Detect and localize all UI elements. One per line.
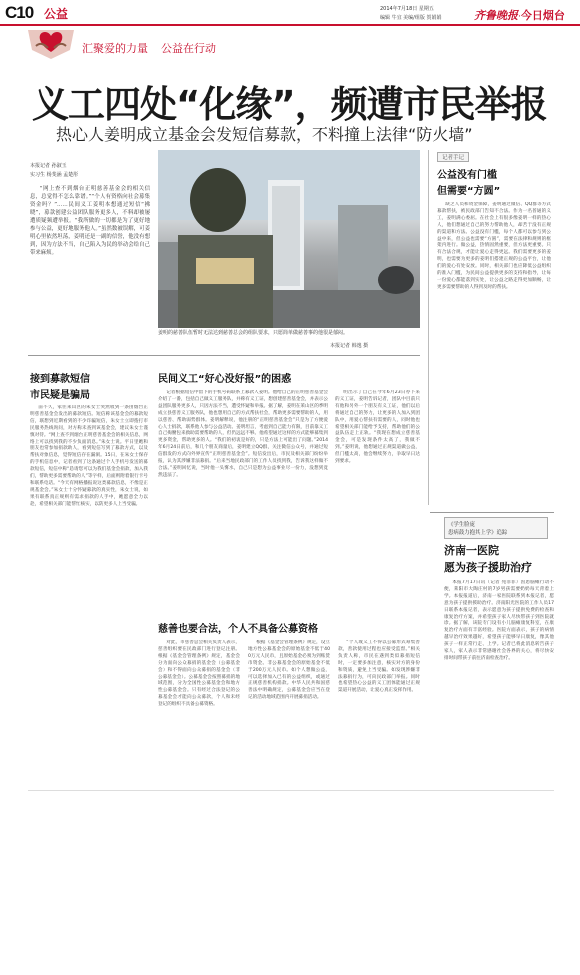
byline-reporter: 本报记者 孙淑玉 — [30, 163, 67, 169]
paper-logo — [474, 4, 565, 23]
section3-text-3: “个人或义工不得以公募形式筹集善款，善款使用过程也应接受监督。”相关负责人称，市民在遇到类似募捐短信时，一定要多加注意，核实对方的身份和资质，避免上当受骗。如发现涉嫌非法募捐行为，可向民政部门举报。同时也希望热心公益的义工团体能通过正规渠道开展活动，让爱心真正发挥作用。 — [338, 640, 420, 694]
subheadline: 热心人姜明成立基金会发短信募款，不料撞上法律“防火墙” — [56, 125, 473, 144]
editors-line: 编辑 牛宜 美编/组版 贺娟娟 — [380, 15, 442, 21]
section2-text-1: 记者根据短信中留下的手机号码联系上募款人姜明。他给自己的正明慈善基金会介绍了一番，包括自己做义工服务队，并称有义工证，想创建慈善基金会，并表示公益团队服务更多人，只因方法不当，遭受怀疑和举报。据了解，姜明在莱山区的季明成立县慈善义工服务队，他也想用自己的方式帮扶社会，帮助更多需要帮助的人，用以慈善、帮助弱势群体。姜明解释说，他注册的“正明慈善基金会”只是为了方便爱心人士捐款，联系他人参与公益活动。姜明坦言，考虑到自己能力有限，目前靠义工自己掏腰包来救助需要帮助的人，但仍远远不够。他希望通过这样的方式能够募集到更多资金，帮助更多的人。“我们的初衷是好的，只是方法上可能出了问题。”2014年6月24日前后，和几个朋友商量后，姜明建立QQ群，关注微信公众号，并通过短信群发的方式向外界宣传“正明慈善基金会”。短信发出后，市民及相关部门纷纷举报，认为其涉嫌非法募捐。“后来当地民政部门的工作人员找到我，告诉我这样做不合法。”姜明回忆说，当时他一头雾水，自己只是想为公益事业尽一份力，没想到竟然违法了。 — [158, 390, 328, 478]
masthead — [0, 0, 580, 70]
photo-caption: 姜明的慈善队伍暂时无法达到慈善总会的组队要求，只愿简单做慈善事的他很是郁闷。 — [158, 330, 349, 336]
photo-credit: 本报记者 韩逸 摄 — [330, 343, 369, 349]
headline: 义工四处“化缘”，频遭市民举报 — [32, 83, 547, 126]
promo-kicker-line-1: 《学生脸庞 — [448, 522, 475, 528]
divider — [28, 355, 420, 356]
section1-heading-2: 市民疑是骗局 — [30, 390, 90, 401]
sidebar-box — [428, 150, 554, 505]
byline-interns: 实习生 杨斐涵 孟楚彤 — [30, 172, 79, 178]
date-line: 2014年7月18日 星期五 — [380, 6, 434, 12]
slogan-right: 公益在行动 — [161, 42, 216, 55]
section3-text-1: 对此，市慈善总会相关负责人表示，慈善组织要在民政部门进行登记注册。根据《基金会管理条例》规定，基金会分为面向公众募捐的基金会（公募基金会）和不得面向公众募捐的基金会（非公募基金会）。公募基金会按照募捐的地域范围，分为全国性公募基金会和地方性公募基金会。只有经过合法登记的公募基金会才能向公众募款，个人和未经登记的组织不具备公募资格。 — [158, 640, 240, 708]
section1-text: 前不久，家住莱山区的朱女士突然收到一条由烟台正明慈善基金会发出的募款短信。短信称该基金会的募款短信，联想到近期看到的不少诈骗短信，朱女士立即拨打市民服务热线询问，对方称未查到该基金会，建议朱女士谨慎对待。“网上查不到烟台正明慈善基金会的相关信息，网络上可以找到我的不少负面消息。”朱女士说。平日里她和朋友也常参加捐款助人，看到短信写到了募款方式，以及帮扶对象信息，觉得短信存在漏洞。15日，在朱女士保存的手机信息中，记者看到了这条通过个人手机号发送的募款短信，短信中称“恳请您可以为我们基金会捐款，加入我们，帮助更多需要帮助的人”等字样，后面则附着银行卡号和联系电话。“今天有网格播报说这类募款信息，不像是正规基金会。”朱女士十分怀疑募款的真实性，朱女士说，如果有联系真正规则有需求捐款的人手中，她愿意全力以赴，希望相关部门能帮忙核实，以防更多人上当受骗。 — [30, 405, 148, 507]
masthead-rule — [0, 24, 580, 26]
sidebar-text: 缺乏人员和资金保障，姜明通过微信、QQ群等方式募款帮扶，被民政部门告知不合法。作为一名普通的义工，姜明满心委屈。在社会上有很多像姜明一样的热心人，他们想通过自己的努力帮助他人，却苦于没有正规的渠道和方法。公益没有门槛，每个人都可以参与到公益中来，但公益也需要“方圆”，需要在法律和规则的框架内进行。做公益，热情固然重要，但方法更重要。只有合法合规，才能让爱心走得更远。我们需要更多的姜明，也需要为更多的姜明们搭建正规的公益平台，让他们的爱心有处安放。同时，相关部门也应降低公益组织的准入门槛，为民间公益提供更多的支持和指导，让每一份爱心都能落到实处，让公益之路走得更加顺畅，让更多需要帮助的人得到及时的帮扶。 — [437, 202, 551, 290]
divider-right — [430, 512, 554, 513]
sidebar-heading-1: 公益没有门槛 — [437, 170, 497, 181]
promo-subheading: 愿为孩子援助治疗 — [444, 561, 532, 574]
sidebar-label: 记者手记 — [437, 152, 469, 162]
heart-hands-icon — [26, 26, 76, 60]
section3-text-2: 根据《基金会管理条例》规定，设立地方性公募基金会的原始基金不低于400万元人民币，且原始基金必须为到账货币资金。非公募基金会的原始基金不低于200万元人民币。如个人想做公益，可以选择加入已有的公益组织，或通过正规慈善机构捐款。中华人民共和国慈善法中明确规定，公募基金会应当在登记的活动地域范围内开展募捐活动。 — [248, 640, 330, 701]
section2-heading: 民间义工“好心没好报”的困惑 — [158, 374, 292, 385]
section-name: 公益 — [44, 7, 69, 21]
slogan — [82, 40, 216, 56]
paper-edition: 今日烟台 — [520, 9, 565, 22]
paper-name: 齐鲁晚报 — [474, 9, 518, 22]
sidebar-heading-2: 但需要“方圆” — [437, 186, 501, 197]
promo-kicker-line-2: 患病鼓力抱其上学》追踪 — [448, 530, 508, 536]
promo-kicker — [444, 517, 548, 539]
promo-heading: 济南一医院 — [444, 544, 499, 557]
page-number: C10 — [5, 3, 34, 22]
section3-heading: 慈善也要合法，个人不具备公募资格 — [158, 624, 318, 635]
news-photo — [158, 150, 420, 328]
logo-separator: · — [518, 12, 521, 22]
section1-heading-1: 接到募款短信 — [30, 374, 90, 385]
lead-paragraph: “网上查不到烟台正明慈善基金会的相关信息，总觉得不怎么靠谱。”“个人有资格向社会募集资金吗？”……民间义工姜明本想通过短信“拂晓”，募款创建公益团队服务更多人，不料却被屡遭质疑频遭举报。“我所做的一切都是为了更好地参与公益，更好地服务他人。”虽然数被误解，可姜明心里依然坦荡，姜明还是一副的信誉，他没有想到，因为方法不当，自己陷入为民的举动会给自己带来麻烦。 — [30, 186, 150, 256]
page-bottom-rule — [28, 790, 554, 791]
section2-text-2: 明出示了自己在今年6月23日办下来的义工证，姜明告诉记者，团队中目前只有他和另外一个朋友有义工证，他们以后将通过自己的努力，让更多的人加入到团队中，用爱心帮扶有需要的人，同时他也希望相关部门能给予支持，帮助他们的公益队伍走上正轨。“我现在想成立慈善基金会，可是发现条件太高了，我做不到。”姜明说，他想通过正规渠道做公益，但门槛太高，他会继续努力，争取早日达到要求。 — [335, 390, 420, 465]
slogan-left: 汇聚爱的力量 — [82, 42, 148, 55]
promo-text: 本报7月17日讯（记者 苑菲菲）因患脑瘫行动不便，莱阳市大陶庄村的7岁男孩需要奶奶每天背着上学。本报报道后，济南一家医院联系到本报记者，愿意为孩子提供援助治疗。济南阳光医院的工作人员17日联系本报记者，表示愿意为孩子提供免费的检查和康复治疗方案，并希望孩子家人尽快带孩子到医院就诊。据了解，该院专门设有小儿脑瘫康复科室，在康复治疗方面有丰富经验。医院方面表示，孩子的病情越早治疗效果越好，希望孩子能够早日康复，像其他孩子一样正常行走、上学。记者已将此消息转告孩子家人，家人表示非常感谢社会各界的关心，将尽快安排时间带孩子前往济南检查治疗。 — [444, 580, 554, 661]
